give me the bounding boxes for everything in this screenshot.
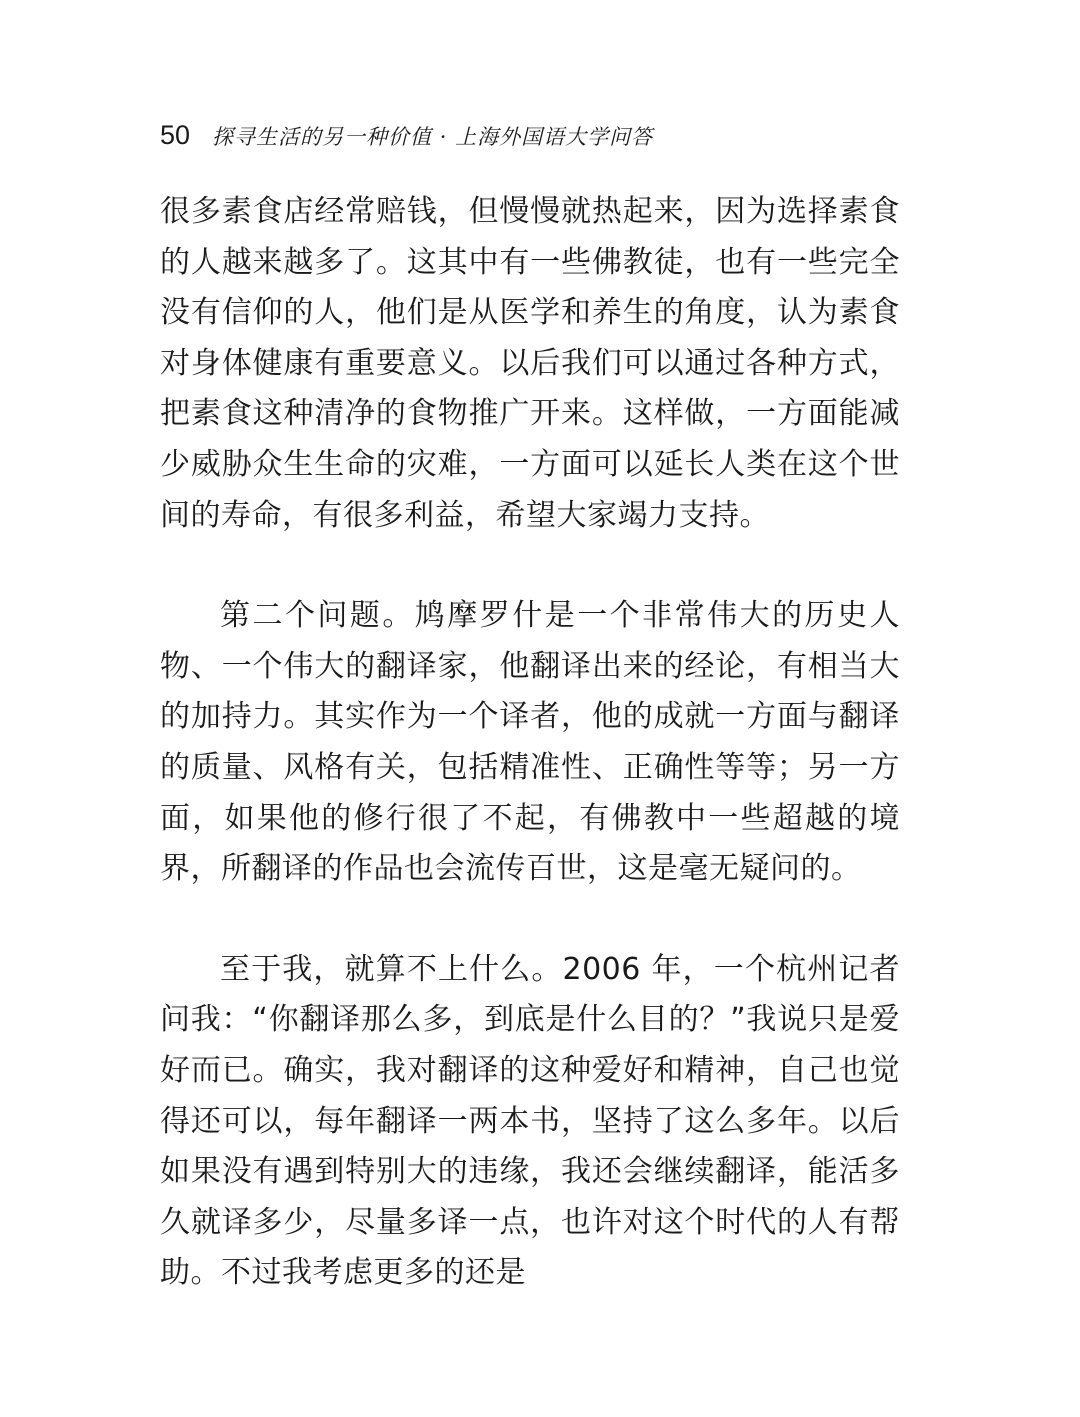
paragraph-translation-purpose: 至于我，就算不上什么。2006 年，一个杭州记者问我：“你翻译那么多，到底是什么目的？”我说只是爱好而已。确实，我对翻译的这种爱好和精神，自己也觉得还可以，每年翻译一两本书，坚持了这么多年。以后如果没有遇到特别大的违缘，我还会继续翻译，能活多久就译多少，尽量多译一点，也许对这个时代的人有帮助。不过我考虑更多的还是 xyxy=(160,951,900,1291)
paragraph-kumarajiva: 第二个问题。鸠摩罗什是一个非常伟大的历史人物、一个伟大的翻译家，他翻译出来的经论，有相当大的加持力。其实作为一个译者，他的成就一方面与翻译的质量、风格有关，包括精准性、正确性等等；另一方面，如果他的修行很了不起，有佛教中一些超越的境界，所翻译的作品也会流传百世，这是毫无疑问的。 xyxy=(160,598,900,887)
running-header xyxy=(160,120,653,160)
paragraph-vegetarian-food: 很多素食店经常赔钱，但慢慢就热起来，因为选择素食的人越来越多了。这其中有一些佛教徒，也有一些完全没有信仰的人，他们是从医学和养生的角度，认为素食对身体健康有重要意义。以后我们可以通过各种方式，把素食这种清净的食物推广开来。这样做，一方面能减少威胁众生生命的灾难，一方面可以延长人类在这个世间的寿命，有很多利益，希望大家竭力支持。 xyxy=(160,194,900,533)
page-number: 50 xyxy=(160,120,191,150)
running-header-title: 探寻生活的另一种价值 · 上海外国语大学问答 xyxy=(212,125,654,149)
body-text xyxy=(160,187,900,1299)
